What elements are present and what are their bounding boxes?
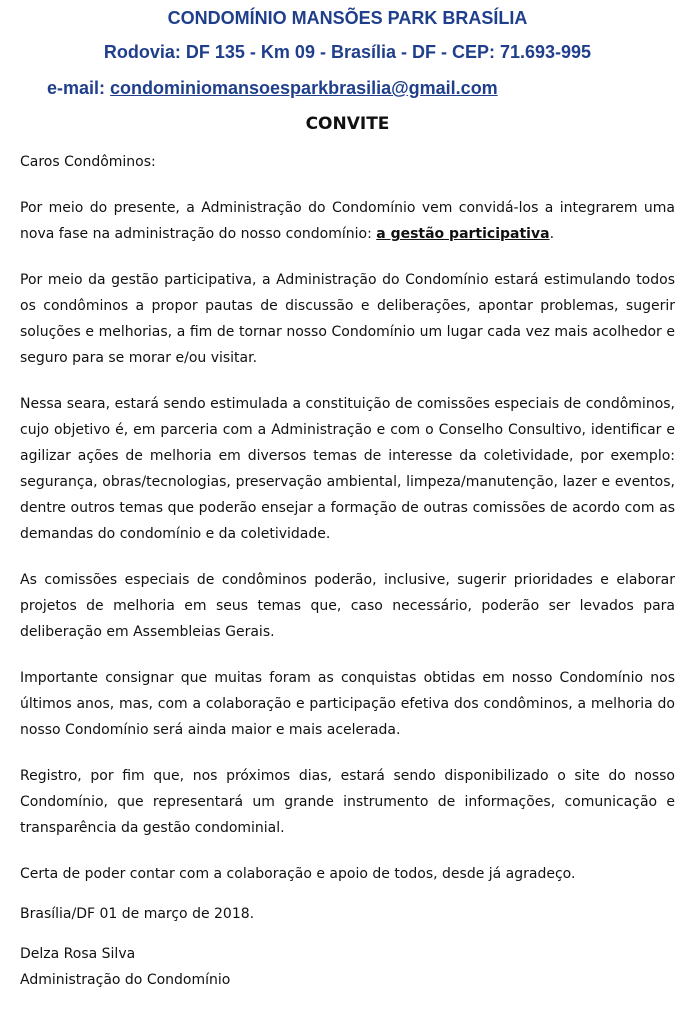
paragraph-invitation-end: . (549, 226, 555, 242)
paragraph-invitation (20, 195, 675, 247)
document-heading: CONVITE (305, 114, 390, 134)
date-line: Brasília/DF 01 de março de 2018. (20, 906, 255, 922)
signature-role: Administração do Condomínio (20, 972, 231, 988)
closing-line: Certa de poder contar com a colaboração e apoio de todos, desde já agradeço. (20, 866, 576, 882)
email-link[interactable]: condominiomansoesparkbrasilia@gmail.com (110, 78, 498, 98)
paragraph-invitation-text: Por meio do presente, a Administração do Condomínio vem convidá-los a integrarem uma nova fase na administração do nosso condomínio: (20, 200, 675, 242)
signature-name: Delza Rosa Silva (20, 946, 136, 962)
condominium-title: CONDOMÍNIO MANSÕES PARK BRASÍLIA (167, 8, 528, 28)
email-line (47, 76, 498, 100)
paragraph-commission-projects: As comissões especiais de condôminos poderão, inclusive, sugerir prioridades e elaborar projetos de melhoria em seus temas que, caso necessário, poderão ser levados para deliberação em Assembleias Gerais. (20, 572, 675, 640)
email-label: e-mail: (47, 78, 111, 98)
greeting: Caros Condôminos: (20, 154, 156, 170)
paragraph-website: Registro, por fim que, nos próximos dias, estará sendo disponibilizado o site do nosso Condomínio, que representará um grande instrumento de informações, comunicação e transparência da gestão condominial. (20, 768, 675, 836)
condominium-address: Rodovia: DF 135 - Km 09 - Brasília - DF - CEP: 71.693-995 (103, 42, 592, 62)
participative-management-emphasis: a gestão participativa (376, 226, 550, 242)
letter-body (20, 149, 675, 993)
paragraph-achievements: Importante consignar que muitas foram as conquistas obtidas em nosso Condomínio nos últimos anos, mas, com a colaboração e participação efetiva dos condôminos, a melhoria do nosso Condomínio será ainda maior e mais acelerada. (20, 670, 675, 738)
paragraph-special-commissions: Nessa seara, estará sendo estimulada a constituição de comissões especiais de condôminos, cujo objetivo é, em parceria com a Administração e com o Conselho Consultivo, identificar e agilizar ações de melhoria em diversos temas de interesse da coletividade, por exemplo: segurança, obras/tecnologias, preservação ambiental, limpeza/manutenção, lazer e eventos, dentre outros temas que poderão ensejar a formação de outras comissões de acordo com as demandas do condomínio e da coletividade. (20, 396, 675, 542)
paragraph-participative-management: Por meio da gestão participativa, a Administração do Condomínio estará estimulando todos os condôminos a propor pautas de discussão e deliberações, apontar problemas, sugerir soluções e melhorias, a fim de tornar nosso Condomínio um lugar cada vez mais acolhedor e seguro para se morar e/ou visitar. (20, 272, 675, 366)
